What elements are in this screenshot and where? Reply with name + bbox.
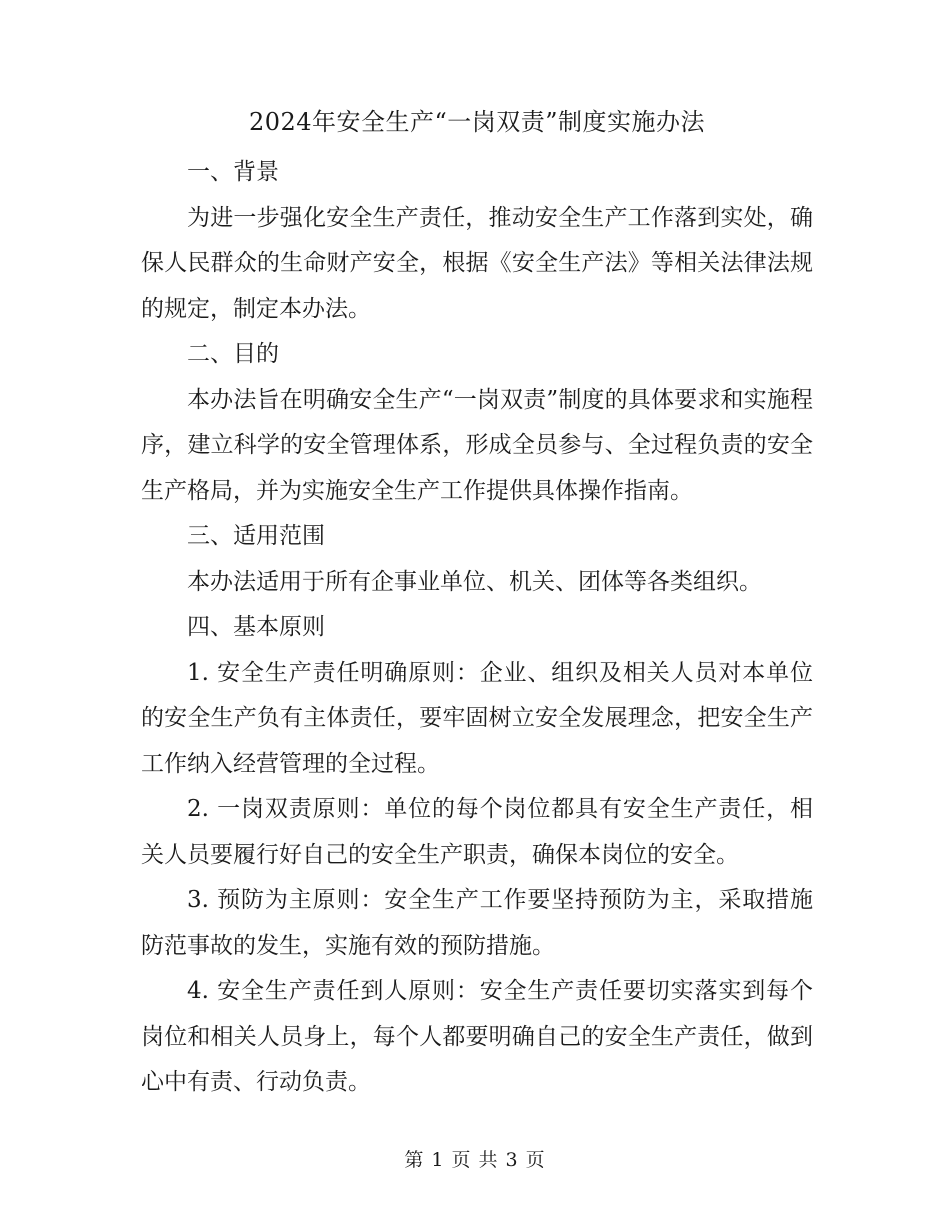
principle-item-4: 4. 安全生产责任到人原则：安全生产责任要切实落实到每个岗位和相关人员身上，每个人都要明确自己的安全生产责任，做到心中有责、行动负责。 — [141, 978, 813, 1095]
document-title: 2024年安全生产“一岗双责”制度实施办法 — [248, 108, 706, 136]
page-number-footer: 第 1 页 共 3 页 — [404, 1149, 546, 1171]
principle-item-1: 1. 安全生产责任明确原则：企业、组织及相关人员对本单位的安全生产负有主体责任，要牢固树立安全发展理念，把安全生产工作纳入经营管理的全过程。 — [141, 659, 813, 777]
paragraph-background: 为进一步强化安全生产责任，推动安全生产工作落到实处，确保人民群众的生命财产安全，根据《安全生产法》等相关法律法规的规定，制定本办法。 — [141, 204, 813, 322]
section-heading-principles: 四、基本原则 — [187, 614, 325, 640]
section-heading-purpose: 二、目的 — [187, 341, 279, 367]
principle-item-3: 3. 预防为主原则：安全生产工作要坚持预防为主，采取措施防范事故的发生，实施有效的预防措施。 — [141, 887, 813, 959]
paragraph-scope: 本办法适用于所有企事业单位、机关、团体等各类组织。 — [187, 568, 762, 595]
paragraph-purpose: 本办法旨在明确安全生产“一岗双责”制度的具体要求和实施程序，建立科学的安全管理体系，形成全员参与、全过程负责的安全生产格局，并为实施安全生产工作提供具体操作指南。 — [141, 386, 813, 504]
section-heading-background: 一、背景 — [187, 159, 279, 185]
principle-item-2: 2. 一岗双责原则：单位的每个岗位都具有安全生产责任，相关人员要履行好自己的安全生产职责，确保本岗位的安全。 — [141, 796, 813, 868]
document-body — [141, 102, 813, 1106]
section-heading-scope: 三、适用范围 — [187, 523, 325, 549]
